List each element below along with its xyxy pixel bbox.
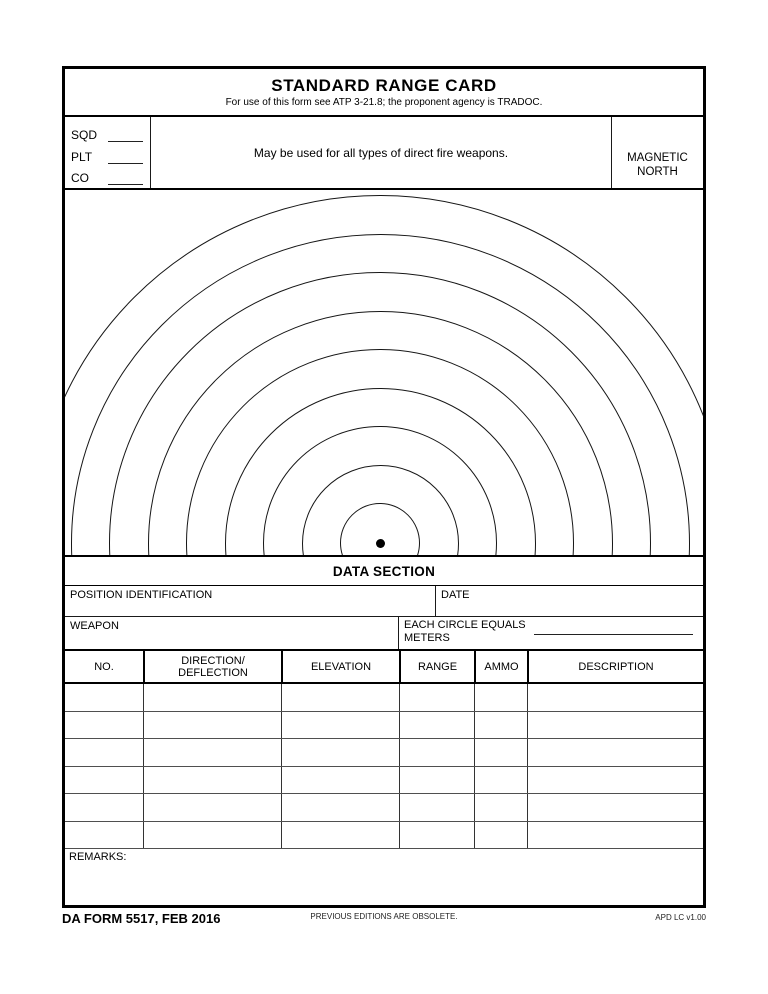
empty-cell[interactable] xyxy=(143,712,281,739)
table-row xyxy=(65,822,703,850)
meters-label: METERS xyxy=(404,632,450,644)
magnetic-north-line2: NORTH xyxy=(637,165,678,178)
table-row xyxy=(65,767,703,795)
empty-cell[interactable] xyxy=(281,712,399,739)
plt-blank-line[interactable] xyxy=(108,153,143,164)
form-footer xyxy=(62,910,706,930)
col-header-range: RANGE xyxy=(399,651,474,682)
co-label: CO xyxy=(71,171,89,185)
col-header-description: DESCRIPTION xyxy=(527,651,703,682)
empty-cell[interactable] xyxy=(65,712,143,739)
apd-version: APD LC v1.00 xyxy=(655,913,706,922)
data-table-header xyxy=(65,651,703,684)
range-diagram[interactable] xyxy=(65,190,703,557)
empty-cell[interactable] xyxy=(474,767,527,794)
empty-cell[interactable] xyxy=(527,712,703,739)
position-identification-field[interactable] xyxy=(65,586,436,616)
weapon-field[interactable] xyxy=(65,617,399,649)
empty-cell[interactable] xyxy=(143,767,281,794)
empty-cell[interactable] xyxy=(65,739,143,766)
magnetic-north-cell xyxy=(611,117,703,188)
each-circle-equals-field xyxy=(399,617,703,649)
title-band xyxy=(65,69,703,117)
empty-cell[interactable] xyxy=(527,767,703,794)
empty-cell[interactable] xyxy=(474,684,527,711)
sqd-field xyxy=(71,122,145,142)
empty-cell[interactable] xyxy=(143,684,281,711)
table-row xyxy=(65,794,703,822)
empty-cell[interactable] xyxy=(527,684,703,711)
empty-cell[interactable] xyxy=(399,739,474,766)
empty-cell[interactable] xyxy=(399,684,474,711)
empty-cell[interactable] xyxy=(399,822,474,849)
weapon-row xyxy=(65,617,703,651)
empty-cell[interactable] xyxy=(281,767,399,794)
each-circle-equals-label: EACH CIRCLE EQUALS xyxy=(404,619,526,631)
co-field xyxy=(71,165,145,185)
sqd-label: SQD xyxy=(71,128,98,142)
empty-cell[interactable] xyxy=(474,794,527,821)
weapon-label: WEAPON xyxy=(70,620,119,632)
empty-cell[interactable] xyxy=(399,712,474,739)
date-field[interactable] xyxy=(436,586,703,616)
empty-cell[interactable] xyxy=(143,739,281,766)
empty-cell[interactable] xyxy=(474,712,527,739)
empty-cell[interactable] xyxy=(65,684,143,711)
empty-cell[interactable] xyxy=(65,767,143,794)
empty-cell[interactable] xyxy=(281,794,399,821)
co-blank-line[interactable] xyxy=(108,174,143,185)
col-header-no: NO. xyxy=(94,660,114,673)
empty-cell[interactable] xyxy=(399,767,474,794)
data-section-heading: DATA SECTION xyxy=(65,557,703,586)
empty-cell[interactable] xyxy=(143,822,281,849)
position-identification-label: POSITION IDENTIFICATION xyxy=(70,589,213,601)
col-header-elevation: ELEVATION xyxy=(281,651,399,682)
data-table-body xyxy=(65,684,703,849)
empty-cell[interactable] xyxy=(399,794,474,821)
form-subtitle: For use of this form see ATP 3-21.8; the proponent agency is TRADOC. xyxy=(225,97,543,108)
table-row xyxy=(65,739,703,767)
sqd-blank-line[interactable] xyxy=(108,131,143,142)
table-row xyxy=(65,712,703,740)
usage-statement: May be used for all types of direct fire weapons. xyxy=(253,145,509,160)
empty-cell[interactable] xyxy=(65,822,143,849)
weapon-position-dot xyxy=(376,539,385,548)
empty-cell[interactable] xyxy=(527,794,703,821)
plt-field xyxy=(71,144,145,164)
date-label: DATE xyxy=(441,589,470,601)
unit-cell xyxy=(65,117,151,188)
empty-cell[interactable] xyxy=(281,822,399,849)
empty-cell[interactable] xyxy=(527,822,703,849)
position-date-row xyxy=(65,586,703,617)
form-title: STANDARD RANGE CARD xyxy=(271,76,497,95)
empty-cell[interactable] xyxy=(143,794,281,821)
empty-cell[interactable] xyxy=(474,822,527,849)
col-header-ammo: AMMO xyxy=(474,651,527,682)
plt-label: PLT xyxy=(71,149,93,164)
table-row xyxy=(65,684,703,712)
empty-cell[interactable] xyxy=(474,739,527,766)
standard-range-card-form xyxy=(62,66,706,908)
header-row xyxy=(65,117,703,190)
col-header-direction-deflection: DIRECTION/ DEFLECTION xyxy=(143,651,281,682)
remarks-field[interactable] xyxy=(65,849,703,905)
empty-cell[interactable] xyxy=(281,684,399,711)
empty-cell[interactable] xyxy=(527,739,703,766)
empty-cell[interactable] xyxy=(65,794,143,821)
circle-equals-blank-line[interactable] xyxy=(534,622,693,635)
remarks-label: REMARKS: xyxy=(69,851,127,863)
magnetic-north-line1: MAGNETIC xyxy=(627,152,688,164)
form-number: DA FORM 5517, FEB 2016 xyxy=(62,911,221,926)
empty-cell[interactable] xyxy=(281,739,399,766)
obsolete-note: PREVIOUS EDITIONS ARE OBSOLETE. xyxy=(310,912,458,921)
